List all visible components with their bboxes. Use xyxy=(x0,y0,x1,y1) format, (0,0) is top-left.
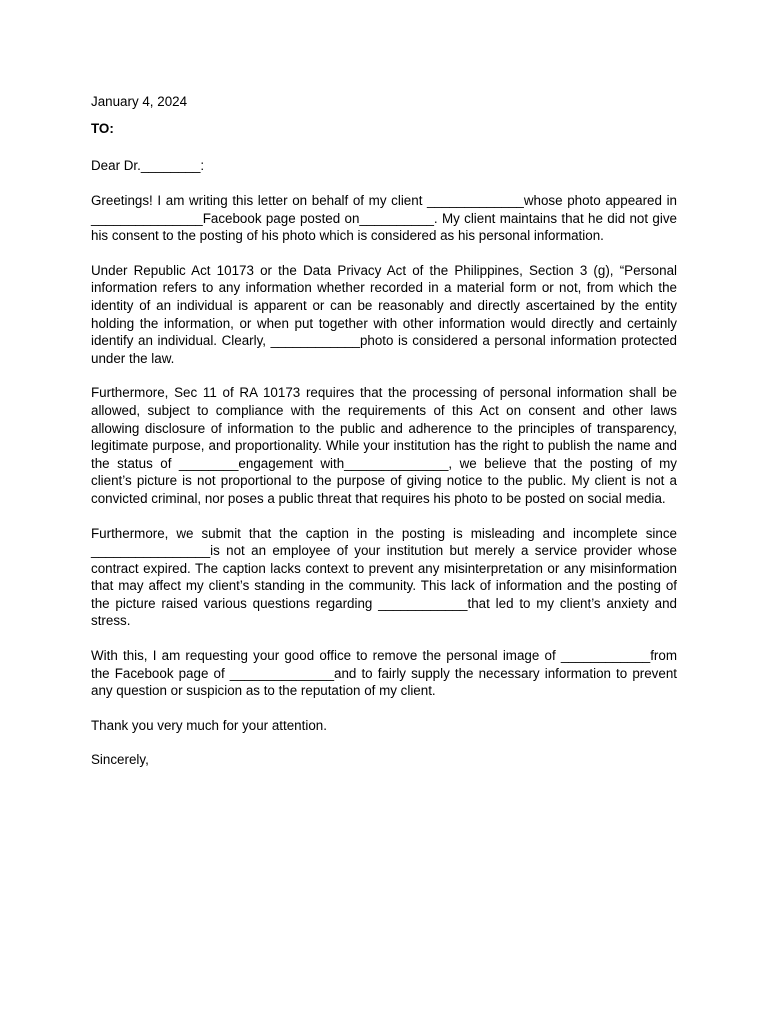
thank-you-line: Thank you very much for your attention. xyxy=(91,717,327,733)
recipient-label: TO: xyxy=(91,121,114,136)
paragraph-request: With this, I am requesting your good office to remove the personal image of ____________from the Facebook page of ______________and to fairly supply the necessary information to prevent any question or suspicion as to the reputation of my client. xyxy=(91,648,677,699)
paragraph-data-privacy-act: Under Republic Act 10173 or the Data Privacy Act of the Philippines, Section 3 (g), “Personal information refers to any information whether recorded in a material form or not, from which the identity of an individual is apparent or can be reasonably and directly ascertained by the entity holding the information, or when put together with other information would directly and certainly identify an individual. Clearly, ____________photo is considered a personal information protected under the law. xyxy=(91,262,677,366)
paragraph-section-11: Furthermore, Sec 11 of RA 10173 requires that the processing of personal information shall be allowed, subject to compliance with the requirements of this Act on consent and other laws allowing disclosure of information to the public and adherence to the principles of transparency, legitimate purpose, and proportionality. While your institution has the right to publish the name and the status of ________engagement with______________, we believe that the posting of my client’s picture is not proportional to the purpose of giving notice to the public. My client is not a convicted criminal, nor poses a public threat that requires his photo to be posted on social media. xyxy=(91,385,677,506)
paragraph-caption-misleading: Furthermore, we submit that the caption in the posting is misleading and incomplete since ________________is not an employee of your institution but merely a service provider whose contract expired. The caption lacks context to prevent any misinterpretation or any misinformation that may affect my client’s standing in the community. This lack of information and the posting of the picture raised various questions regarding ____________that led to my client’s anxiety and stress. xyxy=(91,525,677,629)
letter-date: January 4, 2024 xyxy=(91,94,188,109)
salutation: Dear Dr.________: xyxy=(91,158,205,173)
paragraph-greeting: Greetings! I am writing this letter on behalf of my client _____________whose photo appeared in _______________Facebook page posted on__________. My client maintains that he did not give his consent to the posting of his photo which is considered as his personal information. xyxy=(91,193,677,244)
signoff: Sincerely, xyxy=(91,752,149,768)
